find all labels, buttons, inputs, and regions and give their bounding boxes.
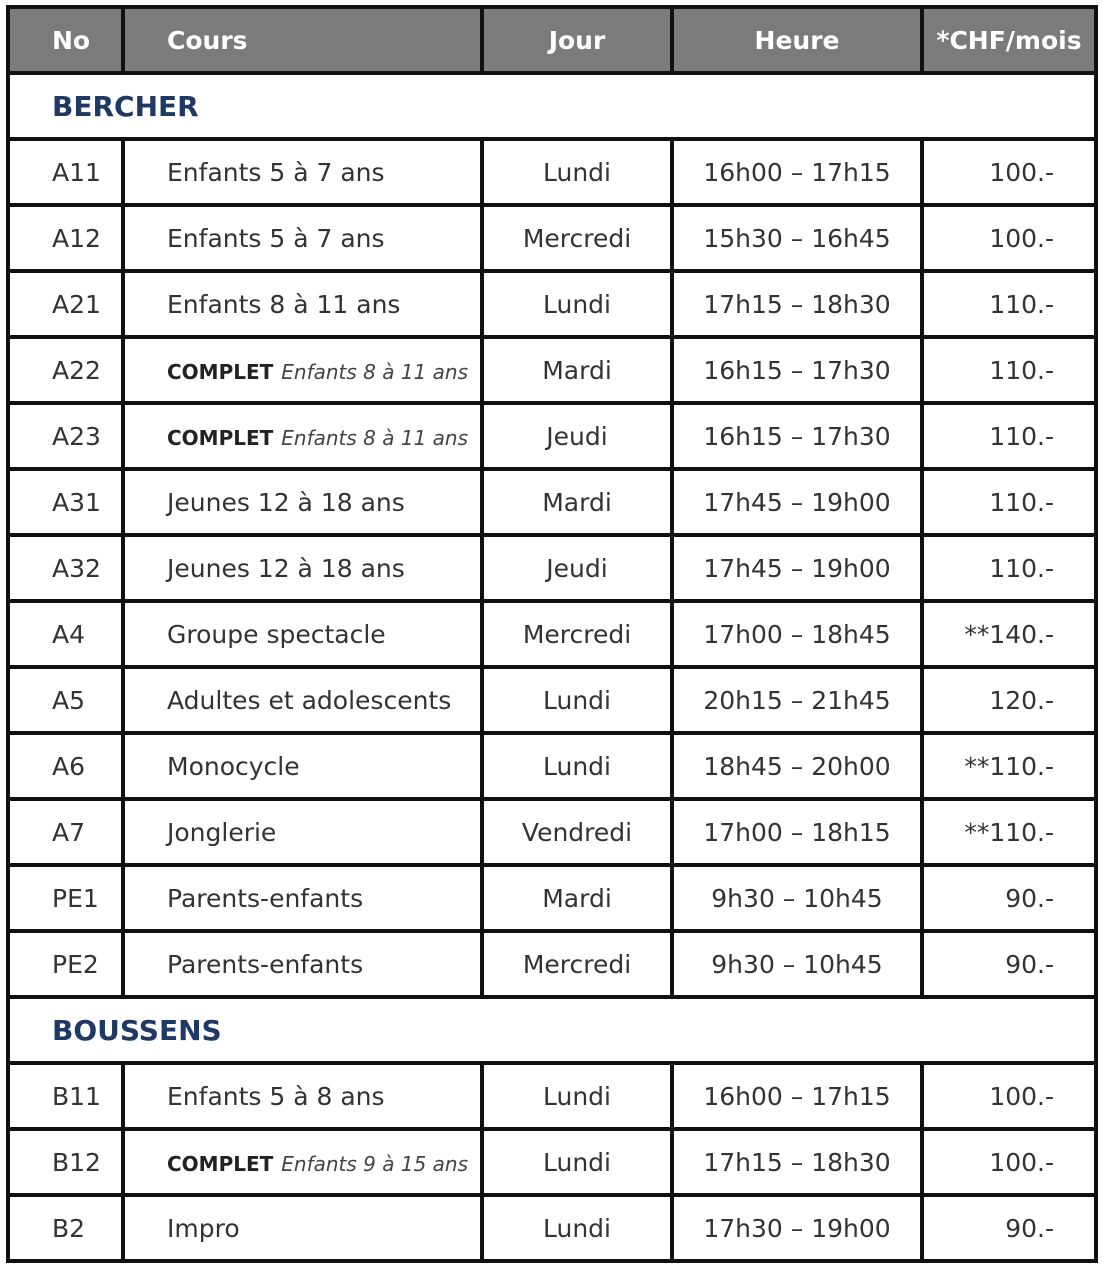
course-day-cell: Lundi [482,139,672,205]
course-name: Enfants 8 à 11 ans [281,359,469,384]
course-name-cell: Jonglerie [123,799,482,865]
table-row [8,1129,1096,1195]
course-number-cell: A12 [8,205,123,271]
header-no: No [8,7,123,73]
table-row [8,1063,1096,1129]
course-name-cell [123,403,482,469]
course-number-cell: B12 [8,1129,123,1195]
course-number-cell: PE1 [8,865,123,931]
section-title: BERCHER [8,73,1096,139]
course-price-cell: 100.- [922,1063,1096,1129]
course-price-cell: 110.- [922,403,1096,469]
complet-badge: COMPLET [167,425,274,450]
table-row [8,403,1096,469]
course-time-cell: 17h30 – 19h00 [672,1195,922,1261]
course-time-cell: 17h15 – 18h30 [672,1129,922,1195]
course-number-cell: B2 [8,1195,123,1261]
course-day-cell: Mardi [482,469,672,535]
course-price-cell: 100.- [922,1129,1096,1195]
course-number-cell: A11 [8,139,123,205]
course-day-cell: Lundi [482,1195,672,1261]
course-time-cell: 20h15 – 21h45 [672,667,922,733]
course-day-cell: Lundi [482,667,672,733]
course-day-cell: Vendredi [482,799,672,865]
course-price-cell: 110.- [922,535,1096,601]
course-time-cell: 17h15 – 18h30 [672,271,922,337]
table-row [8,1195,1096,1261]
table-row [8,535,1096,601]
section-row [8,997,1096,1063]
course-number-cell: B11 [8,1063,123,1129]
course-day-cell: Jeudi [482,535,672,601]
course-day-cell: Mardi [482,865,672,931]
header-heure: Heure [672,7,922,73]
header-cours: Cours [123,7,482,73]
table-row [8,337,1096,403]
table-row [8,601,1096,667]
header-prix: *CHF/mois [922,7,1096,73]
table-body [8,73,1096,1261]
course-name-cell: Parents-enfants [123,931,482,997]
course-price-cell: 90.- [922,865,1096,931]
schedule-container [6,5,1098,1263]
course-number-cell: A4 [8,601,123,667]
course-price-cell: **110.- [922,733,1096,799]
course-day-cell: Lundi [482,1063,672,1129]
table-row [8,931,1096,997]
section-title: BOUSSENS [8,997,1096,1063]
course-name-cell: Enfants 8 à 11 ans [123,271,482,337]
course-time-cell: 16h00 – 17h15 [672,139,922,205]
course-name-cell: Enfants 5 à 8 ans [123,1063,482,1129]
course-day-cell: Lundi [482,733,672,799]
course-price-cell: **140.- [922,601,1096,667]
course-time-cell: 17h00 – 18h15 [672,799,922,865]
table-row [8,667,1096,733]
course-day-cell: Mercredi [482,205,672,271]
course-name: Enfants 8 à 11 ans [281,425,469,450]
section-row [8,73,1096,139]
course-price-cell: 100.- [922,205,1096,271]
course-name-cell: Impro [123,1195,482,1261]
course-schedule-table [6,5,1098,1263]
table-header [8,7,1096,73]
course-time-cell: 17h45 – 19h00 [672,469,922,535]
course-name-cell: Jeunes 12 à 18 ans [123,469,482,535]
course-price-cell: 90.- [922,1195,1096,1261]
course-name: Enfants 9 à 15 ans [281,1151,469,1176]
course-name-cell [123,337,482,403]
course-number-cell: A23 [8,403,123,469]
course-time-cell: 17h45 – 19h00 [672,535,922,601]
course-day-cell: Mercredi [482,931,672,997]
course-price-cell: 110.- [922,337,1096,403]
course-time-cell: 15h30 – 16h45 [672,205,922,271]
course-number-cell: A32 [8,535,123,601]
course-name-cell [123,1129,482,1195]
course-time-cell: 9h30 – 10h45 [672,931,922,997]
course-day-cell: Mercredi [482,601,672,667]
course-price-cell: **110.- [922,799,1096,865]
course-name-cell: Enfants 5 à 7 ans [123,139,482,205]
course-number-cell: A6 [8,733,123,799]
course-price-cell: 90.- [922,931,1096,997]
table-row [8,799,1096,865]
course-name-cell: Jeunes 12 à 18 ans [123,535,482,601]
course-number-cell: PE2 [8,931,123,997]
course-number-cell: A31 [8,469,123,535]
course-day-cell: Lundi [482,271,672,337]
course-number-cell: A22 [8,337,123,403]
course-day-cell: Lundi [482,1129,672,1195]
course-number-cell: A5 [8,667,123,733]
course-name-cell: Monocycle [123,733,482,799]
course-day-cell: Mardi [482,337,672,403]
course-name-cell: Enfants 5 à 7 ans [123,205,482,271]
course-price-cell: 110.- [922,271,1096,337]
table-row [8,271,1096,337]
course-price-cell: 110.- [922,469,1096,535]
course-time-cell: 16h15 – 17h30 [672,403,922,469]
header-row [8,7,1096,73]
course-time-cell: 16h15 – 17h30 [672,337,922,403]
header-jour: Jour [482,7,672,73]
course-name-cell: Adultes et adolescents [123,667,482,733]
course-name-cell: Parents-enfants [123,865,482,931]
table-row [8,733,1096,799]
table-row [8,865,1096,931]
table-row [8,205,1096,271]
course-time-cell: 17h00 – 18h45 [672,601,922,667]
course-day-cell: Jeudi [482,403,672,469]
course-time-cell: 16h00 – 17h15 [672,1063,922,1129]
course-time-cell: 18h45 – 20h00 [672,733,922,799]
course-time-cell: 9h30 – 10h45 [672,865,922,931]
complet-badge: COMPLET [167,1151,274,1176]
course-number-cell: A7 [8,799,123,865]
table-row [8,139,1096,205]
complet-badge: COMPLET [167,359,274,384]
course-price-cell: 100.- [922,139,1096,205]
course-number-cell: A21 [8,271,123,337]
course-price-cell: 120.- [922,667,1096,733]
table-row [8,469,1096,535]
course-name-cell: Groupe spectacle [123,601,482,667]
